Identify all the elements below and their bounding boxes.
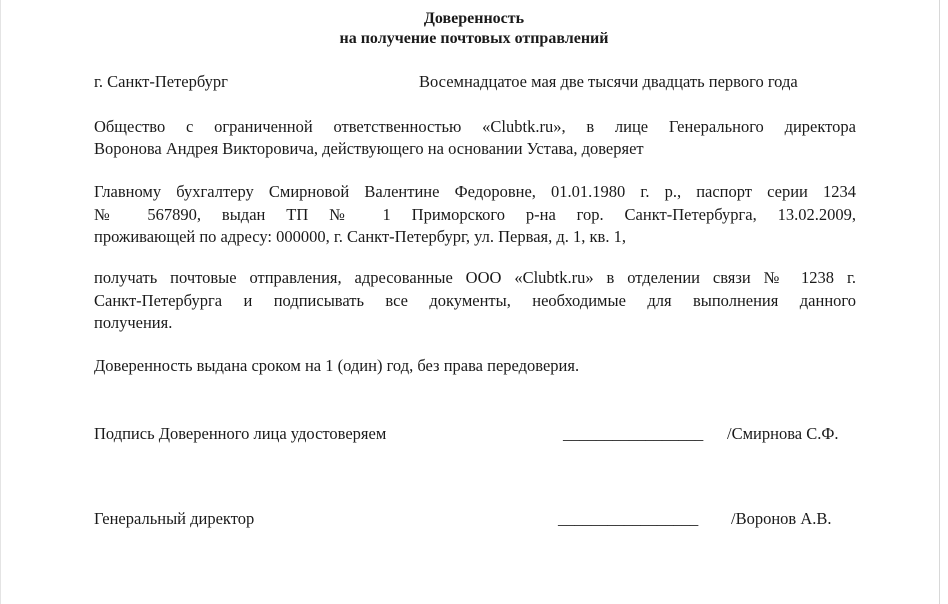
page-right-edge — [939, 0, 940, 604]
paragraph-3-line-3: получения. — [94, 313, 173, 332]
director-signature-label: Генеральный директор — [94, 509, 255, 528]
city-line: г. Санкт-Петербург — [94, 72, 228, 91]
trustee-signature-label: Подпись Доверенного лица удостоверяем — [94, 424, 387, 443]
paragraph-2-line-1: Главному бухгалтеру Смирновой Валентине Федоровне, 01.01.1980 г. р., паспорт серии 1234 — [94, 182, 856, 201]
paragraph-2-line-2: № 567890, выдан ТП № 1 Приморского р-на гор. Санкт-Петербурга, 13.02.2009, — [94, 205, 856, 224]
director-signature-blank: _________________ — [558, 509, 699, 528]
date-line: Восемнадцатое мая две тысячи двадцать первого года — [419, 72, 798, 91]
document-subtitle: на получение почтовых отправлений — [339, 30, 609, 47]
paragraph-3-line-1: получать почтовые отправления, адресованные ООО «Clubtk.ru» в отделении связи № 1238 г. — [94, 268, 856, 287]
trustee-name: /Смирнова С.Ф. — [727, 424, 839, 443]
page-left-edge — [0, 0, 1, 604]
document-title: Доверенность — [423, 10, 525, 27]
trustee-signature-blank: _________________ — [563, 424, 704, 443]
director-name: /Воронов А.В. — [731, 509, 832, 528]
paragraph-1-line-2: Воронова Андрея Викторовича, действующего на основании Устава, доверяет — [94, 139, 644, 158]
paragraph-1-line-1: Общество с ограниченной ответственностью «Clubtk.ru», в лице Генерального директора — [94, 117, 856, 136]
paragraph-2-line-3: проживающей по адресу: 000000, г. Санкт-Петербург, ул. Первая, д. 1, кв. 1, — [94, 227, 626, 246]
paragraph-4-line-1: Доверенность выдана сроком на 1 (один) год, без права передоверия. — [94, 356, 580, 375]
paragraph-3-line-2: Санкт-Петербурга и подписывать все документы, необходимые для выполнения данного — [94, 291, 856, 310]
